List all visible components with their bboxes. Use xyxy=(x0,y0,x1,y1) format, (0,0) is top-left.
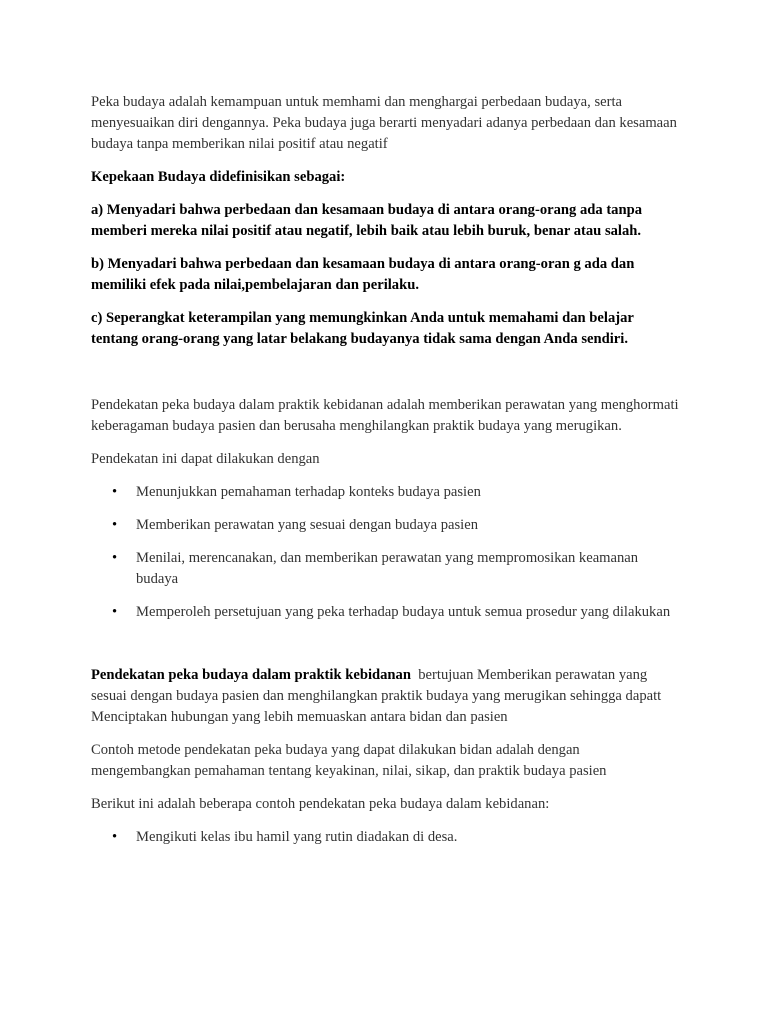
example-method-paragraph: Contoh metode pendekatan peka budaya yang dapat dilakukan bidan adalah dengan mengembangkan pemahaman tentang keyakinan, nilai, sikap, dan praktik budaya pasien xyxy=(91,742,607,779)
bullet-icon: • xyxy=(112,484,118,500)
purpose-paragraph xyxy=(91,665,681,728)
bullet-icon: • xyxy=(112,517,118,533)
definition-a: a) Menyadari bahwa perbedaan dan kesamaan budaya di antara orang-orang ada tanpa memberi mereka nilai positif atau negatif, lebih baik atau lebih buruk, benar atau salah. xyxy=(91,202,642,239)
definition-c: c) Seperangkat keterampilan yang memungkinkan Anda untuk memahami dan belajar tentang orang-orang yang latar belakang budayanya tidak sama dengan Anda sendiri. xyxy=(91,310,634,347)
list-item xyxy=(91,827,681,848)
approach-paragraph: Pendekatan peka budaya dalam praktik kebidanan adalah memberikan perawatan yang menghormati keberagaman budaya pasien dan berusaha menghilangkan praktik budaya yang merugikan. xyxy=(91,397,679,434)
list-item-text: Mengikuti kelas ibu hamil yang rutin diadakan di desa. xyxy=(136,829,458,845)
definition-heading: Kepekaan Budaya didefinisikan sebagai: xyxy=(91,169,346,185)
approach-methods-intro: Pendekatan ini dapat dilakukan dengan xyxy=(91,451,320,467)
list-item xyxy=(91,515,681,536)
bullet-icon: • xyxy=(112,829,118,845)
purpose-text: bertujuan Memberikan perawatan yang sesuai dengan budaya pasien dan menghilangkan praktik budaya yang merugikan sehingga dapatt Menciptakan hubungan yang lebih memuaskan antara bidan dan pasien xyxy=(91,667,665,725)
list-item xyxy=(91,482,681,503)
bullet-icon: • xyxy=(112,550,118,566)
definition-b: b) Menyadari bahwa perbedaan dan kesamaan budaya di antara orang-oran g ada dan memiliki efek pada nilai,pembelajaran dan perilaku. xyxy=(91,256,635,293)
list-item-text: Memperoleh persetujuan yang peka terhadap budaya untuk semua prosedur yang dilakukan xyxy=(136,604,671,620)
approach-list xyxy=(91,482,681,623)
purpose-bold-lead: Pendekatan peka budaya dalam praktik kebidanan xyxy=(91,667,411,683)
bullet-icon: • xyxy=(112,604,118,620)
list-item-text: Memberikan perawatan yang sesuai dengan budaya pasien xyxy=(136,517,479,533)
list-item-text: Menilai, merencanakan, dan memberikan perawatan yang mempromosikan keamanan budaya xyxy=(136,550,639,587)
list-item-text: Menunjukkan pemahaman terhadap konteks budaya pasien xyxy=(136,484,481,500)
list-item xyxy=(91,548,681,590)
intro-paragraph: Peka budaya adalah kemampuan untuk memhami dan menghargai perbedaan budaya, serta menyesuaikan diri dengannya. Peka budaya juga berarti menyadari adanya perbedaan dan kesamaan budaya tanpa memberikan nilai positif atau negatif xyxy=(91,94,677,152)
examples-intro: Berikut ini adalah beberapa contoh pendekatan peka budaya dalam kebidanan: xyxy=(91,796,550,812)
list-item xyxy=(91,602,681,623)
examples-list xyxy=(91,827,681,848)
document-page xyxy=(91,92,681,860)
